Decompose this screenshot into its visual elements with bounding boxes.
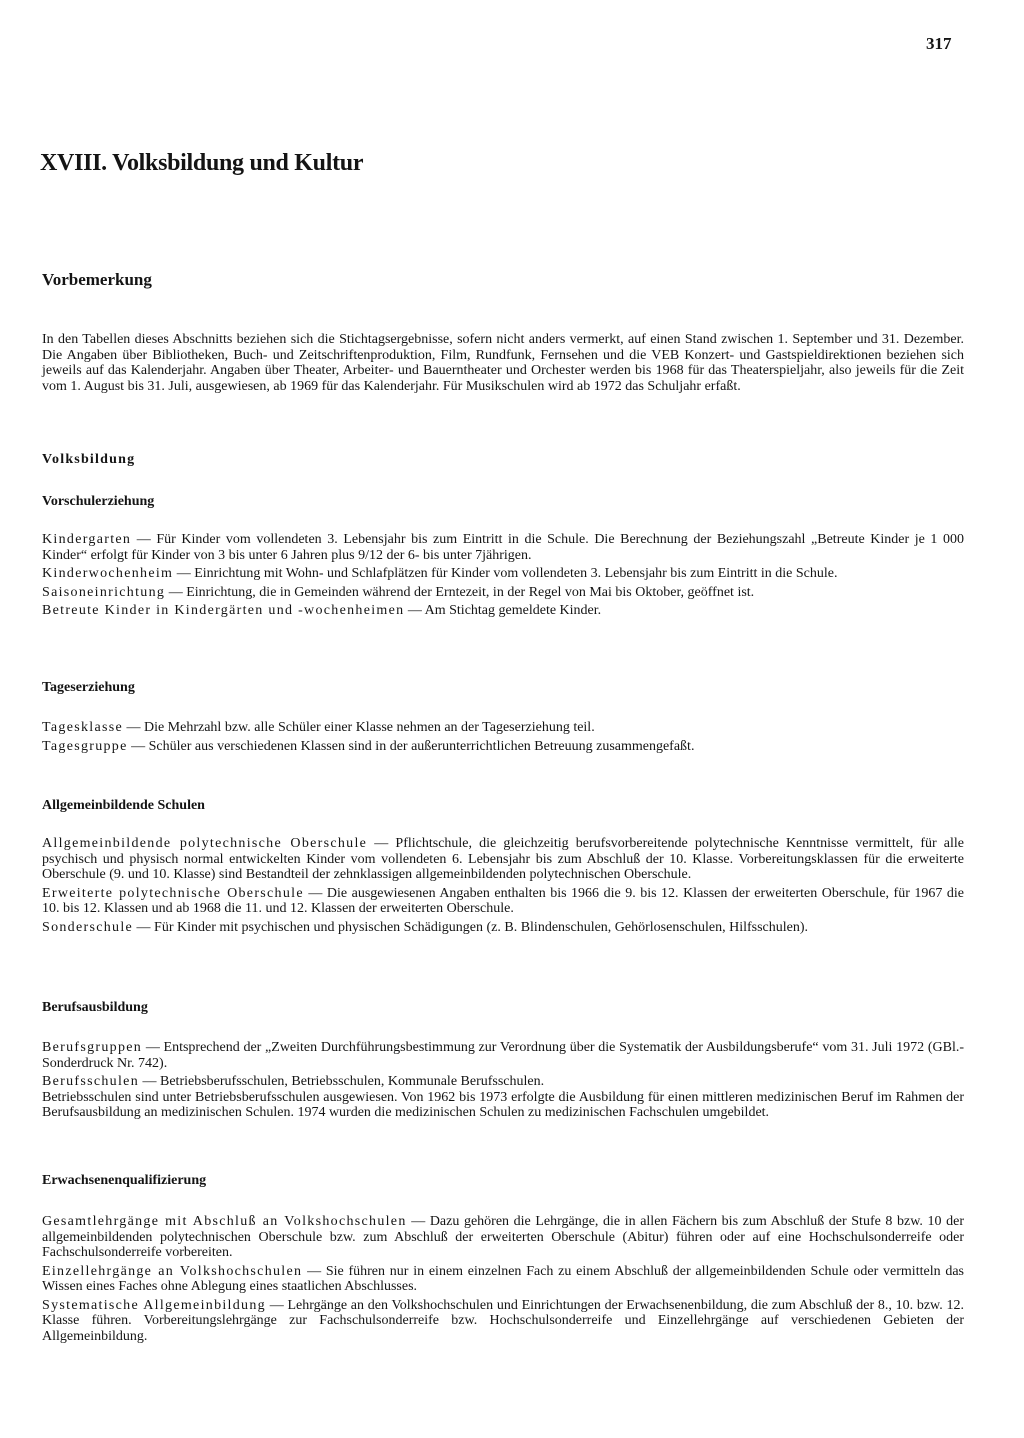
definition-text: — Einrichtung mit Wohn- und Schlafplätzen für Kinder vom vollendeten 3. Lebensjahr bis zum Eintritt in die Schule. <box>173 566 838 581</box>
definition-entry <box>42 1214 964 1261</box>
definition-text: — Entsprechend der „Zweiten Durchführungsbestimmung zur Verordnung über die Systematik der Ausbildungsberufe“ vom 31. Juli 1972 (GBl.-Sonderdruck Nr. 742). <box>42 1040 964 1071</box>
berufsausbildung-definitions <box>42 1040 964 1121</box>
definition-entry <box>42 585 964 601</box>
definition-term: Einzellehrgänge an Volkshochschulen <box>42 1263 303 1279</box>
definition-entry <box>42 566 964 582</box>
definition-text: — Am Stichtag gemeldete Kinder. <box>404 603 602 618</box>
definition-term: Berufsgruppen <box>42 1040 143 1055</box>
definition-entry <box>42 720 964 736</box>
definition-term: Tagesgruppe <box>42 738 128 754</box>
vorbemerkung-paragraph: In den Tabellen dieses Abschnitts beziehen sich die Stichtagsergebnisse, sofern nicht anders vermerkt, auf einen Stand zwischen 1. September und 31. Dezember. Die Angaben über Bibliotheken, Buch- und Zeitschriftenproduktion, Film, Rundfunk, Fernsehen und die VEB Konzert- und Gastspieldirektionen beziehen sich jeweils auf das Kalenderjahr. Angaben über Theater, Arbeiter- und Bauerntheater und Orchester werden bis 1968 für das Theaterspieljahr, also jeweils für die Zeit vom 1. August bis 31. Juli, ausgewiesen, ab 1969 für das Kalenderjahr. Für Musikschulen wird ab 1972 das Schuljahr erfaßt. <box>42 332 964 394</box>
definition-term: Allgemeinbildende polytechnische Oberschule <box>42 836 368 851</box>
definition-text: — Lehrgänge an den Volkshochschulen und Einrichtungen der Erwachsenenbildung, die zum Abschluß der 8., 10. bzw. 12. Klasse führen. Vorbereitungslehrgänge zur Fachschulsonderreife bzw. Hochschulsonderreife und Einzellehrgänge auf verschiedenen Gebieten der Allgemeinbildung. <box>42 1297 964 1344</box>
definition-entry <box>42 1074 964 1090</box>
definition-text: — Betriebsberufsschulen, Betriebsschulen, Kommunale Berufsschulen. <box>139 1074 545 1089</box>
berufsausbildung-note: Betriebsschulen sind unter Betriebsberufsschulen ausgewiesen. Von 1962 bis 1973 erfolgte die Ausbildung für einen mittleren medizinischen Beruf im Rahmen der Berufsausbildung an medizinischen Schulen. 1974 wurden die medizinischen Schulen zu medizinischen Fachschulen umgebildet. <box>42 1089 964 1120</box>
definition-text: — Die ausgewiesenen Angaben enthalten bis 1966 die 9. bis 12. Klassen der erweiterten Oberschule, für 1967 die 10. bis 12. Klassen und ab 1968 die 11. und 12. Klassen der erweiterten Oberschule. <box>42 885 965 916</box>
volksbildung-heading: Volksbildung <box>42 452 136 467</box>
definition-term: Kinderwochenheim <box>42 566 174 581</box>
definition-term: Berufsschulen <box>42 1074 139 1089</box>
tageserziehung-definitions <box>42 720 964 754</box>
definition-entry <box>42 836 964 883</box>
definition-term: Kindergarten <box>42 532 132 547</box>
definition-entry <box>42 739 964 755</box>
definition-text: — Dazu gehören die Lehrgänge, die in allen Fächern bis zum Abschluß der Stufe 8 bzw. 10 der allgemeinbildenden polytechnischen Oberschule bzw. zum Abschluß der erweiterten Oberschule (Abitur) führen oder auf eine Hochschulsonderreife oder Fachschulsonderreife vorbereiten. <box>42 1214 964 1260</box>
definition-term: Tagesklasse <box>42 720 123 735</box>
definition-term: Erweiterte polytechnische Oberschule <box>42 885 304 901</box>
berufsausbildung-heading: Berufsausbildung <box>42 1000 148 1015</box>
definition-text: — Pflichtschule, die gleichzeitig berufsvorbereitende polytechnische Kenntnisse vermittelt, für alle psychisch und physisch normal entwickelten Kinder vom vollendeten 6. Lebensjahr bis zum Abschluß der 10. Klasse. Vorbereitungsklassen für die erweiterte Oberschule (9. und 10. Klasse) sind Bestandteil der zehnklassigen allgemeinbildenden polytechnischen Oberschule. <box>42 836 964 882</box>
definition-text: — Für Kinder vom vollendeten 3. Lebensjahr bis zum Eintritt in die Schule. Die Berechnung der Beziehungszahl „Betreute Kinder je 1 000 Kinder“ erfolgt für Kinder von 3 bis unter 6 Jahren plus 9/12 der 6- bis unter 7jährigen. <box>42 532 964 563</box>
allgemeinbildende-schulen-heading: Allgemeinbildende Schulen <box>42 798 205 813</box>
vorbemerkung-text <box>42 332 964 394</box>
definition-text: — Sie führen nur in einem einzelnen Fach zu einem Abschluß der allgemeinbildenden Schule oder vermitteln das Wissen eines Faches ohne Ablegung eines staatlichen Abschlusses. <box>42 1263 964 1294</box>
tageserziehung-heading: Tageserziehung <box>42 680 135 695</box>
definition-entry <box>42 886 964 917</box>
definition-term: Gesamtlehrgänge mit Abschluß an Volkshochschulen <box>42 1214 407 1229</box>
definition-text: — Einrichtung, die in Gemeinden während der Erntezeit, in der Regel von Mai bis Oktober, geöffnet ist. <box>165 584 755 600</box>
chapter-title: XVIII. Volksbildung und Kultur <box>40 150 364 176</box>
definition-entry <box>42 1264 964 1295</box>
vorschulerziehung-heading: Vorschulerziehung <box>42 494 155 509</box>
definition-term: Sonderschule <box>42 919 134 935</box>
definition-text: — Schüler aus verschiedenen Klassen sind in der außerunterrichtlichen Betreuung zusammengefaßt. <box>127 738 695 754</box>
definition-term: Systematische Allgemeinbildung <box>42 1297 266 1313</box>
allgemeinbildende-schulen-definitions <box>42 836 964 935</box>
definition-term: Saisoneinrichtung <box>42 584 166 600</box>
definition-entry <box>42 1298 964 1345</box>
erwachsenenqualifizierung-heading: Erwachsenenqualifizierung <box>42 1173 207 1188</box>
page-number: 317 <box>926 34 952 53</box>
definition-term: Betreute Kinder in Kindergärten und -wochenheimen <box>42 603 405 618</box>
definition-entry <box>42 1040 964 1071</box>
definition-text: — Für Kinder mit psychischen und physischen Schädigungen (z. B. Blindenschulen, Gehörlosenschulen, Hilfsschulen). <box>133 919 809 935</box>
definition-text: — Die Mehrzahl bzw. alle Schüler einer Klasse nehmen an der Tageserziehung teil. <box>122 720 595 735</box>
vorbemerkung-heading: Vorbemerkung <box>42 270 152 289</box>
definition-entry <box>42 532 964 563</box>
definition-entry <box>42 603 964 619</box>
vorschulerziehung-definitions <box>42 532 964 619</box>
erwachsenenqualifizierung-definitions <box>42 1214 964 1344</box>
definition-entry <box>42 920 964 936</box>
